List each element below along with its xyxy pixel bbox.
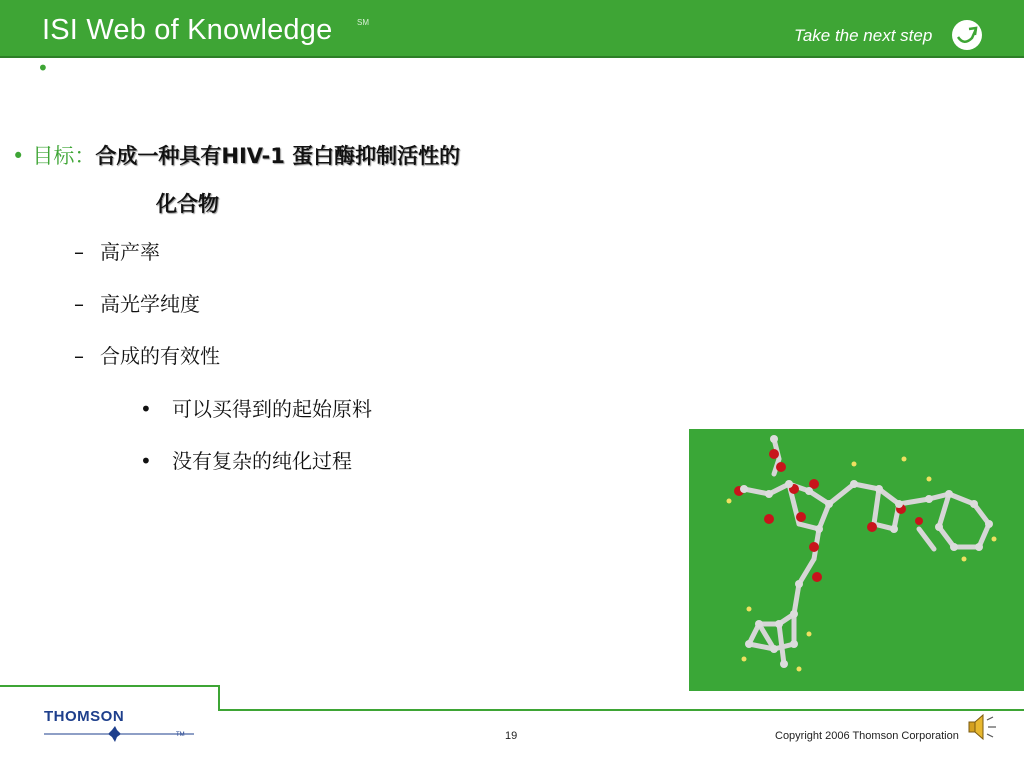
molecule-image [689, 429, 1024, 691]
list-item-label: 合成的有效性 [100, 344, 220, 368]
goal-text-continued: 化合物 [156, 192, 219, 216]
list-item-label: 没有复杂的纯化过程 [172, 449, 352, 473]
list-marker: • [140, 397, 152, 421]
list-item-label: 高光学纯度 [100, 292, 200, 316]
goal-prefix: 目标： [32, 144, 96, 168]
goal-bullet: • [12, 144, 25, 168]
list-marker: – [74, 292, 84, 316]
trademark-mark: TM [176, 732, 185, 738]
goal-line [12, 140, 460, 170]
list-marker: – [74, 240, 84, 264]
list-item [140, 393, 372, 422]
thomson-logo: THOMSON [44, 708, 125, 725]
stray-bullet: • [37, 56, 49, 80]
speaker-icon[interactable] [966, 712, 1000, 742]
copyright-text: Copyright 2006 Thomson Corporation [775, 730, 959, 742]
arrow-circle-icon [952, 20, 982, 50]
footer-rule [218, 685, 220, 710]
list-item [74, 236, 160, 265]
page-number: 19 [505, 730, 518, 742]
list-item-label: 高产率 [100, 240, 160, 264]
list-marker: • [140, 449, 152, 473]
header-divider [0, 56, 1024, 58]
tagline: Take the next step [794, 26, 933, 45]
thomson-star-icon [44, 725, 194, 743]
list-item [140, 445, 352, 474]
goal-text: 合成一种具有HIV-1 蛋白酶抑制活性的 [95, 144, 461, 168]
service-mark: SM [357, 18, 369, 27]
footer-rule [218, 709, 1024, 711]
list-item [74, 288, 200, 317]
list-marker: – [74, 344, 84, 368]
list-item-label: 可以买得到的起始原料 [172, 397, 372, 421]
footer-rule [0, 685, 219, 687]
list-item [74, 340, 220, 369]
brand-title: ISI Web of Knowledge [42, 14, 333, 46]
